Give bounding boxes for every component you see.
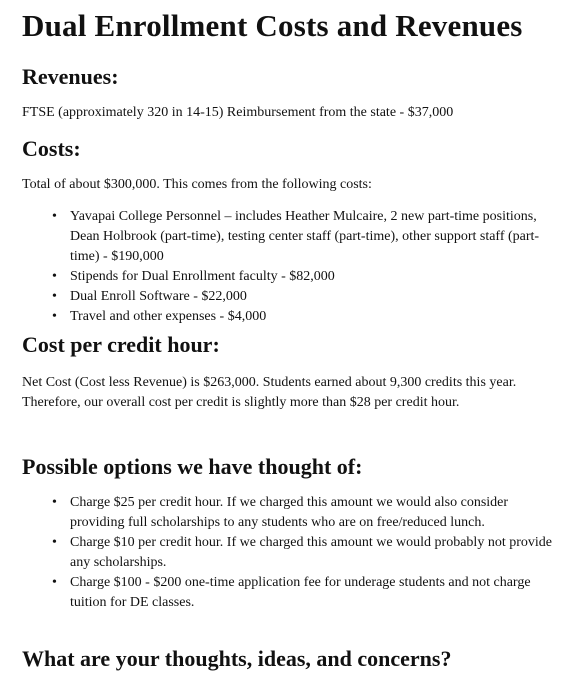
possible-options-heading: Possible options we have thought of: <box>22 454 363 479</box>
costs-list-item-text: Travel and other expenses - $4,000 <box>70 309 267 324</box>
possible-options-list-item <box>52 573 562 613</box>
final-question-heading: What are your thoughts, ideas, and concerns? <box>22 646 452 671</box>
revenues-heading: Revenues: <box>22 64 119 89</box>
possible-options-list-item <box>52 493 562 533</box>
bullet-icon: • <box>52 209 57 224</box>
costs-list-item <box>52 307 562 327</box>
costs-summary-text: Total of about $300,000. This comes from the following costs: <box>22 177 372 192</box>
bullet-icon: • <box>52 535 57 550</box>
costs-list-item-text: Dual Enroll Software - $22,000 <box>70 289 247 304</box>
costs-list-item-text: Yavapai College Personnel – includes Heather Mulcaire, 2 new part-time positions, Dean Holbrook (part-time), testing center staff (part-time), other support staff (part-time) - $190,000 <box>70 209 540 264</box>
cost-per-credit-hour-heading: Cost per credit hour: <box>22 332 220 357</box>
bullet-icon: • <box>52 575 57 590</box>
bullet-icon: • <box>52 495 57 510</box>
costs-heading: Costs: <box>22 136 81 161</box>
costs-list-item <box>52 287 562 307</box>
bullet-icon: • <box>52 309 57 324</box>
revenues-text: FTSE (approximately 320 in 14-15) Reimbursement from the state - $37,000 <box>22 105 454 120</box>
possible-options-list-item-text: Charge $25 per credit hour. If we charged this amount we would also consider providing full scholarships to any students who are on free/reduced lunch. <box>70 495 509 530</box>
possible-options-list-item-text: Charge $10 per credit hour. If we charged this amount we would probably not provide any scholarships. <box>70 535 552 570</box>
possible-options-list-item-text: Charge $100 - $200 one-time application fee for underage students and not charge tuition for DE classes. <box>70 575 531 610</box>
costs-list-item <box>52 207 562 267</box>
costs-list <box>52 207 562 327</box>
bullet-icon: • <box>52 289 57 304</box>
bullet-icon: • <box>52 269 57 284</box>
possible-options-list <box>52 493 562 613</box>
cost-per-credit-hour-text: Net Cost (Cost less Revenue) is $263,000. Students earned about 9,300 credits this year. Therefore, our overall cost per credit is slightly more than $28 per credit hour. <box>22 375 517 410</box>
possible-options-list-item <box>52 533 562 573</box>
document-title: Dual Enrollment Costs and Revenues <box>22 8 523 43</box>
costs-list-item <box>52 267 562 287</box>
costs-list-item-text: Stipends for Dual Enrollment faculty - $82,000 <box>70 269 335 284</box>
